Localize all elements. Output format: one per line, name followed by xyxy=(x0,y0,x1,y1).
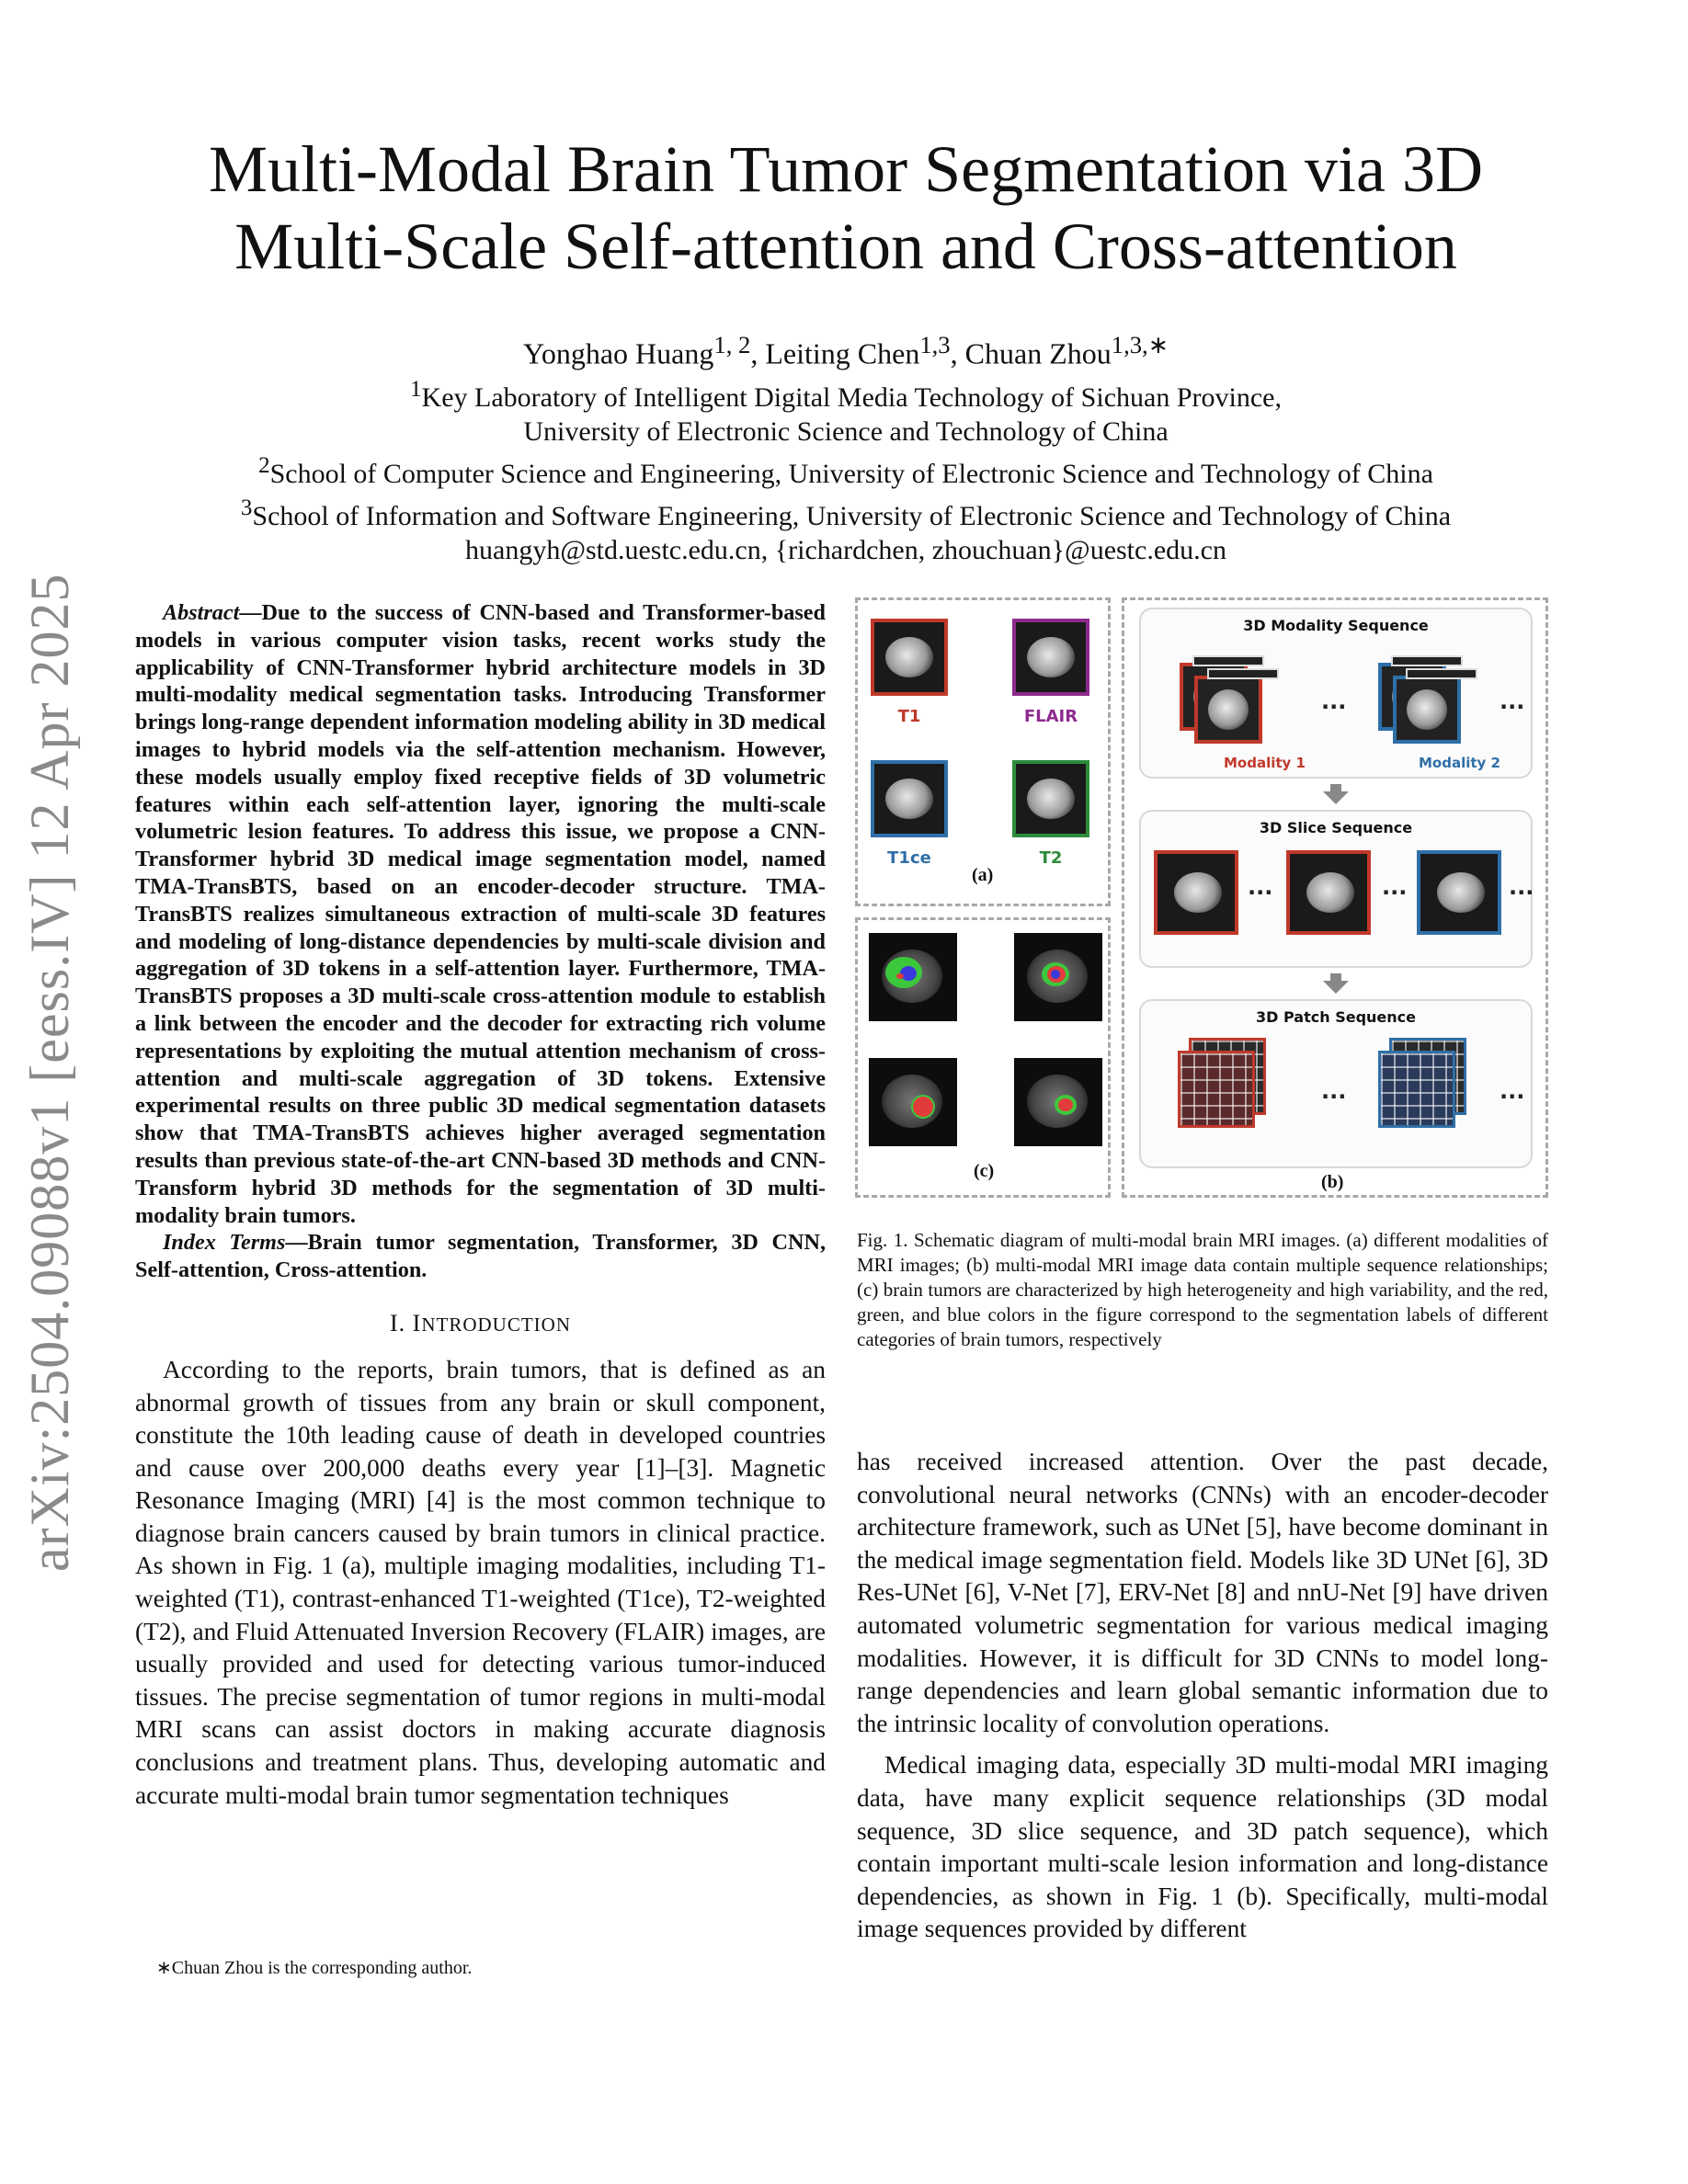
author-names: Yonghao Huang$^{1, 2}$, Leiting Chen$^{1,3}$, Chuan Zhou$^{1,3,∗}$ xyxy=(522,331,1169,370)
right-column xyxy=(857,1228,1548,1352)
patch-sequence-box xyxy=(1139,999,1533,1168)
mri-thumb-t1ce xyxy=(871,760,948,837)
title-line-2: Multi-Scale Self-attention and Cross-attention xyxy=(234,210,1457,283)
abstract-lead: Abstract xyxy=(163,600,240,625)
figure-1 xyxy=(855,597,1548,1200)
label-flair: FLAIR xyxy=(1023,707,1078,726)
modality-2-label: Modality 2 xyxy=(1419,755,1500,771)
ellipsis-6: ... xyxy=(1321,1078,1347,1104)
label-a: (a) xyxy=(972,865,994,885)
modality-1-volume-front xyxy=(1194,676,1262,744)
segmentation-1 xyxy=(869,933,957,1021)
segmentation-4 xyxy=(1014,1058,1102,1146)
affiliation-1b: University of Electronic Science and Technology of China xyxy=(523,415,1169,447)
intro-right-body xyxy=(857,1446,1548,1946)
affiliation-1: $^1$Key Laboratory of Intelligent Digital Media Technology of Sichuan Province, xyxy=(410,376,1282,413)
patch-volume-1 xyxy=(1178,1051,1255,1128)
author-emails: huangyh@std.uestc.edu.cn, {richardchen, zhouchuan}@uestc.edu.cn xyxy=(465,534,1226,565)
mri-thumb-t1 xyxy=(871,619,948,696)
left-column xyxy=(135,599,826,1812)
label-c: (c) xyxy=(974,1161,995,1181)
arrow-down-icon-2 xyxy=(1323,981,1349,994)
intro-left-body xyxy=(135,1354,826,1812)
slice-sequence-title: 3D Slice Sequence xyxy=(1259,819,1413,836)
slice-3 xyxy=(1417,850,1501,935)
mri-thumb-t2 xyxy=(1012,760,1089,837)
modality-1-label: Modality 1 xyxy=(1224,755,1306,771)
section-title-introduction: I. INTRODUCTION xyxy=(390,1309,571,1337)
slice-sequence-box xyxy=(1139,810,1533,968)
arxiv-identifier: arXiv:2504.09088v1 [eess.IV] 12 Apr 2025 xyxy=(19,573,80,1572)
ellipsis-3: ... xyxy=(1248,874,1273,900)
right-column-body xyxy=(857,1446,1548,1946)
intro-paragraph-2: has received increased attention. Over the past decade, convolutional neural networks (CNNs) with an encoder-decoder architecture framework, such as UNet [5], have become dominant in the medical image segmentation field. Models like 3D UNet [6], 3D Res-UNet [6], V-Net [7], ERV-Net [8] and nnU-Net [9] have driven automated volumetric segmentation for various medical imaging modalities. However, it is difficult for 3D CNNs to model long-range dependencies and learn global semantic information due to the intrinsic locality of convolution operations. xyxy=(857,1448,1548,1737)
footnote: ∗Chuan Zhou is the corresponding author. xyxy=(156,1958,473,1978)
index-terms-text: —Brain tumor segmentation, Transformer, 3D CNN, Self-attention, Cross-attention. xyxy=(135,1230,826,1283)
intro-paragraph-1: According to the reports, brain tumors, that is defined as an abnormal growth of tissues from any brain or skull component, constitute the 10th leading cause of death in developed countries and cause over 200,000 deaths every year [1]–[3]. Magnetic Resonance Imaging (MRI) [4] is the most common technique to diagnose brain cancers caused by brain tumors in clinical practice. As shown in Fig. 1 (a), multiple imaging modalities, including T1-weighted (T1), contrast-enhanced T1-weighted (T1ce), T2-weighted (T2), and Fluid Attenuated Inversion Recovery (FLAIR) images, are usually provided and used for detecting various tumor-induced tissues. The precise segmentation of tumor regions in multi-modal MRI scans can assist doctors in making accurate diagnosis conclusions and treatment plans. Thus, developing automatic and accurate multi-modal brain tumor segmentation techniques xyxy=(135,1355,826,1809)
segmentation-3 xyxy=(869,1058,957,1146)
patch-sequence-title: 3D Patch Sequence xyxy=(1256,1008,1416,1026)
ellipsis-5: ... xyxy=(1509,874,1534,900)
modality-sequence-box xyxy=(1139,608,1533,779)
segmentation-2 xyxy=(1014,933,1102,1021)
label-t1ce: T1ce xyxy=(887,848,931,868)
abstract xyxy=(135,599,826,1284)
mri-thumb-flair xyxy=(1012,619,1089,696)
modality-2-volume-front xyxy=(1393,676,1461,744)
paper-title xyxy=(129,131,1563,285)
ellipsis-7: ... xyxy=(1500,1078,1525,1104)
patch-volume-2 xyxy=(1378,1051,1455,1128)
panel-b xyxy=(1122,597,1548,1198)
label-t1: T1 xyxy=(897,707,921,726)
panel-c xyxy=(855,917,1111,1198)
modality-sequence-title: 3D Modality Sequence xyxy=(1243,617,1429,634)
affiliation-2: $^2$School of Computer Science and Engineering, University of Electronic Science and Technology of China xyxy=(258,452,1433,489)
affiliation-3: $^3$School of Information and Software Engineering, University of Electronic Science and Technology of China xyxy=(240,495,1452,531)
label-t2: T2 xyxy=(1039,848,1063,868)
slice-2 xyxy=(1286,850,1371,935)
index-terms-lead: Index Terms xyxy=(163,1230,286,1256)
panel-a xyxy=(855,597,1111,906)
title-line-1: Multi-Modal Brain Tumor Segmentation via 3D xyxy=(209,132,1483,206)
arrow-down-icon xyxy=(1323,791,1349,804)
slice-1 xyxy=(1154,850,1238,935)
ellipsis-4: ... xyxy=(1382,874,1408,900)
figure-caption: Fig. 1. Schematic diagram of multi-modal brain MRI images. (a) different modalities of MRI images; (b) multi-modal MRI image data contain multiple sequence relationships; (c) brain tumors are characterized by high heterogeneity and high variability, and the red, green, and blue colors in the figure correspond to the segmentation labels of different categories of brain tumors, respectively xyxy=(857,1229,1548,1350)
intro-paragraph-3: Medical imaging data, especially 3D multi-modal MRI imaging data, have many explicit sequence relationships (3D modal sequence, 3D slice sequence, and 3D patch sequence), which contain important multi-scale lesion information and long-distance dependencies, as shown in Fig. 1 (b). Specifically, multi-modal image sequences provided by different xyxy=(857,1751,1548,1943)
abstract-text: —Due to the success of CNN-based and Transformer-based models in various computer vision tasks, recent works study the applicability of CNN-Transformer hybrid architecture models in 3D multi-modality medical segmentation tasks. Introducing Transformer brings long-range dependent information modeling ability in 3D medical images to hybrid models via the self-attention mechanism. However, these models usually employ fixed receptive fields of 3D volumetric features within each self-attention layer, ignoring the multi-scale volumetric lesion features. To address this issue, we propose a CNN-Transformer hybrid 3D medical image segmentation model, named TMA-TransBTS, based on an encoder-decoder structure. TMA-TransBTS realizes simultaneous extraction of multi-scale 3D features and modeling of long-distance dependencies by multi-scale division and aggregation of 3D tokens in a self-attention layer. Furthermore, TMA-TransBTS proposes a 3D multi-scale cross-attention module to establish a link between the encoder and the decoder for extracting rich volume representations by exploiting the mutual attention mechanism of cross-attention and multi-scale aggregation of 3D tokens. Extensive experimental results on three public 3D medical segmentation datasets show that TMA-TransBTS achieves higher averaged segmentation results than previous state-of-the-art CNN-based 3D methods and CNN-Transform hybrid 3D methods for the segmentation of 3D multi-modality brain tumors. xyxy=(135,600,826,1228)
ellipsis-1: ... xyxy=(1321,688,1347,714)
author-block xyxy=(129,326,1563,567)
ellipsis-2: ... xyxy=(1500,688,1525,714)
label-b: (b) xyxy=(1321,1172,1344,1192)
